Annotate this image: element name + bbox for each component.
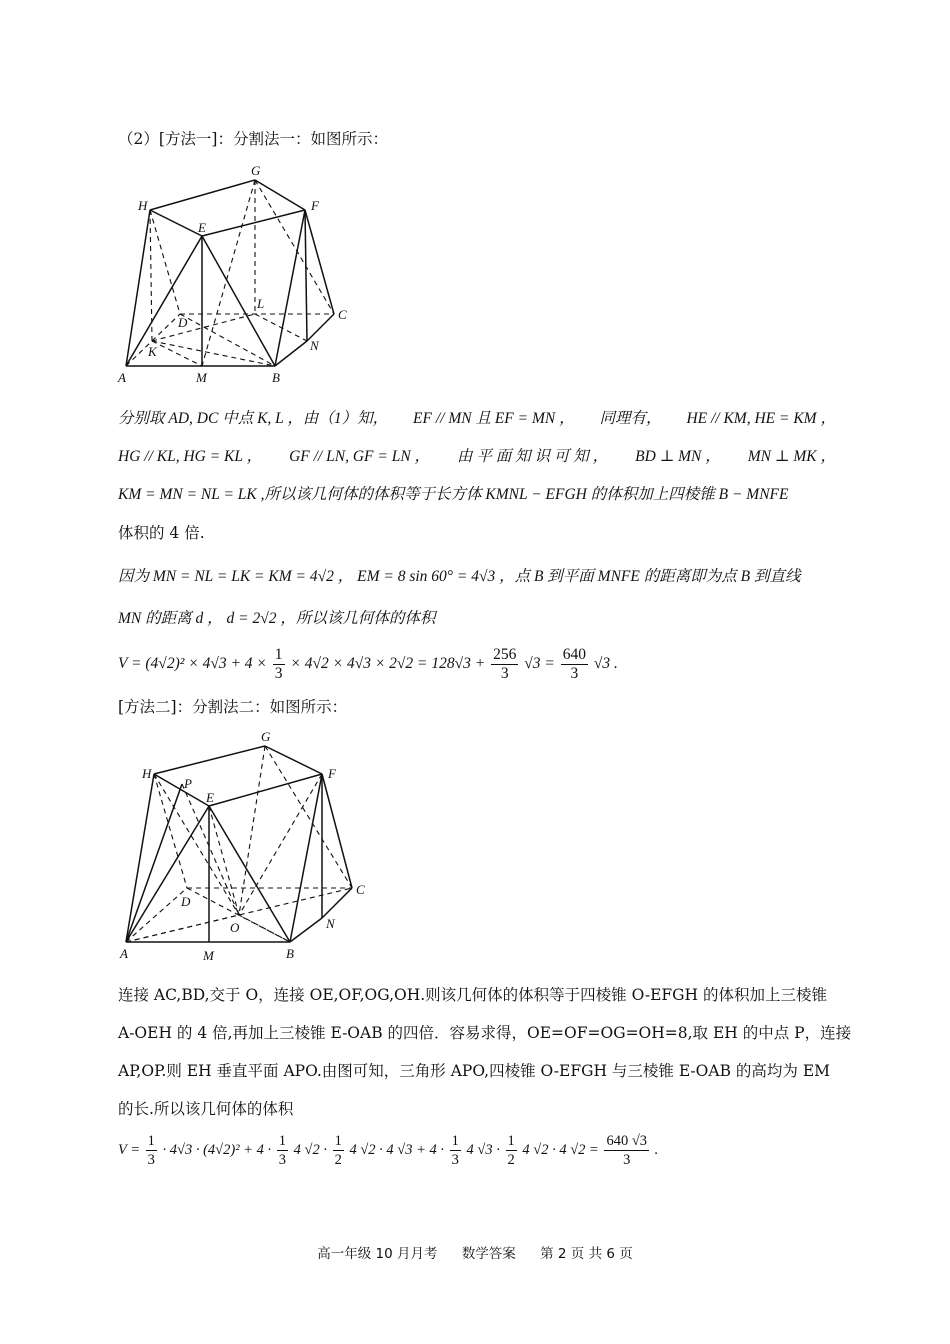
label-F: F <box>311 198 319 213</box>
label-D: D <box>181 894 191 909</box>
fraction: $\frac{640 √3}{3}$ <box>606 1133 648 1169</box>
label-H: H <box>138 198 148 213</box>
label-B: B <box>286 946 294 961</box>
para3-line1: 连接 AC,BD,交于 O，连接 OE,OF,OG,OH.则该几何体的体积等于四棱锥 O-EFGH 的体积加上三棱锥 <box>118 986 827 1004</box>
section-heading: （2）[方法一]：分割法一：如图所示： <box>118 130 388 148</box>
label-E: E <box>206 790 214 805</box>
footer-exam-name: 高一年级 10 月月考 <box>317 1246 438 1262</box>
label-G: G <box>261 729 271 744</box>
formula-2: V = $\frac{1}{3}$ · 4√3 · (4√2)² + 4 · $\frac{1}{3}$ 4 √2 · $\frac{1}{2}$ 4 √2 · 4 √3 + 4 · $\frac{1}{3}$ 4 √3 · $\frac{1}{2}$ 4 √2 · 4 √2 = $\frac{640 √3}{3}$ . <box>118 1133 659 1169</box>
label-P: P <box>184 776 192 791</box>
label-E: E <box>198 220 206 235</box>
label-H: H <box>142 766 152 781</box>
method2-heading: [方法二]：分割法二：如图所示： <box>118 698 348 716</box>
para1-line1: 分别取 AD, DC 中点 K, L ，由（1）知， EF // MN 且 EF = MN ， 同理有， HE // KM, HE = KM ， <box>118 410 836 427</box>
label-K: K <box>148 344 157 359</box>
fraction: $\frac{1}{3}$ <box>451 1133 459 1169</box>
para2-line1: 因为 MN = NL = LK = KM = 4√2 ， EM = 8 sin 60° = 4√3 ，点 B 到平面 MNFE 的距离即为点 B 到直线 <box>118 568 801 585</box>
label-N: N <box>326 916 335 931</box>
label-B: B <box>272 370 280 385</box>
label-L: L <box>257 296 265 311</box>
fraction: $\frac{1}{2}$ <box>334 1133 342 1169</box>
footer-page-number: 第 2 页 共 6 页 <box>540 1246 633 1262</box>
label-A: A <box>118 370 126 385</box>
para3-line3: AP,OP.则 EH 垂直平面 APO.由图可知，三角形 APO,四棱锥 O-EFGH 与三棱锥 E-OAB 的高均为 EM <box>118 1062 831 1080</box>
para1-line2: HG // KL, HG = KL ， GF // LN, GF = LN ， 由 平 面 知 识 可 知 ， BD ⊥ MN ， MN ⊥ MK ， <box>118 448 836 465</box>
fraction: $\frac{1}{3}$ <box>278 1133 286 1169</box>
label-D: D <box>178 315 188 330</box>
label-M: M <box>203 948 214 963</box>
para1-line4: 体积的 4 倍. <box>118 524 205 542</box>
para2-line2: MN 的距离 d ， d = 2√2 ，所以该几何体的体积 <box>118 610 436 627</box>
label-O: O <box>230 920 240 935</box>
label-G: G <box>251 163 261 178</box>
footer-subject: 数学答案 <box>461 1246 516 1262</box>
label-M: M <box>196 370 207 385</box>
figure-2-polyhedron <box>112 726 382 966</box>
formula-1: V = (4√2)² × 4√3 + 4 × $\frac{1}{3}$ × 4√2 × 4√3 × 2√2 = 128√3 + $\frac{256}{3}$ √3 = $\frac{640}{3}$ √3 . <box>118 645 618 682</box>
label-C: C <box>338 307 347 322</box>
fraction: $\frac{640}{3}$ <box>562 645 586 682</box>
fraction: $\frac{1}{3}$ <box>147 1133 155 1169</box>
label-C: C <box>356 882 365 897</box>
para3-line2: A-OEH 的 4 倍,再加上三棱锥 E-OAB 的四倍．容易求得，OE=OF=OG=OH=8,取 EH 的中点 P，连接 <box>118 1024 852 1042</box>
para3-line4: 的长.所以该几何体的体积 <box>118 1100 294 1118</box>
fraction: $\frac{1}{3}$ <box>274 645 283 682</box>
label-N: N <box>310 338 319 353</box>
fraction: $\frac{1}{2}$ <box>507 1133 515 1169</box>
fraction: $\frac{256}{3}$ <box>493 645 517 682</box>
para1-line3: KM = MN = NL = LK ,所以该几何体的体积等于长方体 KMNL − EFGH 的体积加上四棱锥 B − MNFE <box>118 486 789 503</box>
figure-1-polyhedron <box>112 160 362 390</box>
page-footer <box>0 1242 950 1262</box>
label-A: A <box>120 946 128 961</box>
label-F: F <box>328 766 336 781</box>
